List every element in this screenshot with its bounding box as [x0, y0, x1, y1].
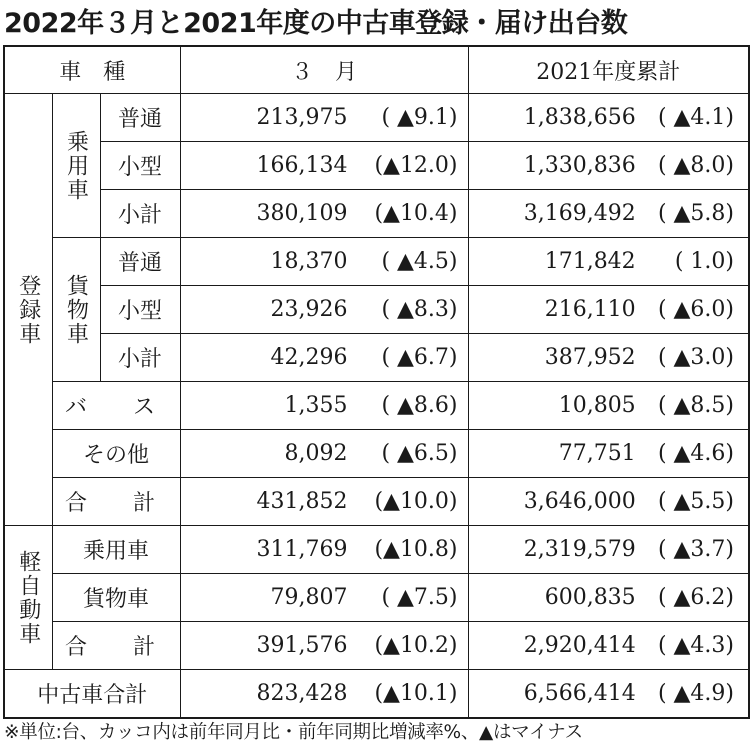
month-change: ( ▲8.6)	[381, 393, 458, 418]
month-change: (▲12.0)	[374, 153, 458, 178]
month-change: ( ▲8.3)	[381, 297, 458, 322]
month-value: 380,109	[256, 201, 348, 226]
month-change: (▲10.8)	[374, 537, 458, 562]
table-row	[4, 622, 749, 670]
table-row	[4, 190, 749, 238]
month-value: 8,092	[284, 441, 348, 466]
fy-value: 600,835	[544, 585, 636, 610]
page-title: 2022年３月と2021年度の中古車登録・届け出台数	[4, 8, 628, 39]
month-change: (▲10.1)	[374, 681, 458, 706]
table-row	[4, 430, 749, 478]
fy-value: 1,330,836	[523, 153, 636, 178]
month-change: (▲10.0)	[374, 489, 458, 514]
row-label: 普通	[100, 94, 180, 142]
month-change: ( ▲4.5)	[381, 249, 458, 274]
header-type: 車 種	[4, 46, 180, 94]
table-row	[4, 526, 749, 574]
month-change: ( ▲6.5)	[381, 441, 458, 466]
month-change: (▲10.2)	[374, 633, 458, 658]
table-row	[4, 478, 749, 526]
month-change: (▲10.4)	[374, 201, 458, 226]
month-value: 213,975	[256, 105, 348, 130]
table-row	[4, 286, 749, 334]
table-row	[4, 238, 749, 286]
month-value: 1,355	[284, 393, 348, 418]
month-value: 18,370	[270, 249, 348, 274]
fy-value: 2,920,414	[523, 633, 636, 658]
month-change: ( ▲7.5)	[381, 585, 458, 610]
header-fy: 2021年度累計	[468, 46, 749, 94]
group-kei: 軽自動車	[4, 526, 52, 670]
fy-change: ( ▲4.1)	[657, 105, 735, 130]
table-row	[4, 94, 749, 142]
fy-change: ( ▲5.8)	[657, 201, 735, 226]
fy-value: 2,319,579	[523, 537, 636, 562]
month-value: 823,428	[256, 681, 348, 706]
row-label: 中古車合計	[4, 670, 180, 719]
fy-value: 216,110	[544, 297, 636, 322]
row-label: 普通	[100, 238, 180, 286]
group-passenger: 乗用車	[52, 94, 100, 238]
fy-value: 3,646,000	[523, 489, 636, 514]
fy-value: 3,169,492	[523, 201, 636, 226]
table-row	[4, 142, 749, 190]
fy-change: ( ▲8.5)	[657, 393, 735, 418]
fy-change: ( ▲6.2)	[657, 585, 735, 610]
fy-change: ( ▲4.6)	[657, 441, 735, 466]
fy-value: 6,566,414	[523, 681, 636, 706]
month-value: 431,852	[256, 489, 348, 514]
fy-change: ( ▲5.5)	[657, 489, 735, 514]
table-row	[4, 334, 749, 382]
group-registered: 登録車	[4, 94, 52, 526]
table-row	[4, 382, 749, 430]
row-label: 小計	[100, 190, 180, 238]
fy-change: ( ▲4.3)	[657, 633, 735, 658]
header-row	[4, 46, 749, 94]
row-label: 乗用車	[52, 526, 180, 574]
fy-change: ( ▲6.0)	[657, 297, 735, 322]
fy-value: 77,751	[558, 441, 636, 466]
header-month: ３ 月	[180, 46, 468, 94]
month-value: 23,926	[270, 297, 348, 322]
row-label: 貨物車	[52, 574, 180, 622]
month-value: 42,296	[270, 345, 348, 370]
fy-value: 171,842	[544, 249, 636, 274]
month-value: 391,576	[256, 633, 348, 658]
month-change: ( ▲6.7)	[381, 345, 458, 370]
fy-change: ( 1.0)	[674, 249, 735, 274]
fy-change: ( ▲8.0)	[657, 153, 735, 178]
fy-value: 387,952	[544, 345, 636, 370]
month-change: ( ▲9.1)	[381, 105, 458, 130]
row-label: 小計	[100, 334, 180, 382]
row-label: 合 計	[52, 622, 180, 670]
row-label: その他	[52, 430, 180, 478]
month-value: 311,769	[256, 537, 348, 562]
footnote: ※単位:台、カッコ内は前年同月比・前年同期比増減率%、▲はマイナス	[4, 722, 583, 743]
used-car-table	[3, 45, 750, 719]
row-label: 小型	[100, 142, 180, 190]
fy-value: 1,838,656	[523, 105, 636, 130]
row-label: 合 計	[52, 478, 180, 526]
month-value: 79,807	[270, 585, 348, 610]
fy-value: 10,805	[558, 393, 636, 418]
grand-total-row	[4, 670, 749, 719]
row-label: 小型	[100, 286, 180, 334]
fy-change: ( ▲3.7)	[657, 537, 735, 562]
fy-change: ( ▲4.9)	[657, 681, 735, 706]
table-row	[4, 574, 749, 622]
row-label: バ ス	[52, 382, 180, 430]
month-value: 166,134	[256, 153, 348, 178]
fy-change: ( ▲3.0)	[657, 345, 735, 370]
group-cargo: 貨物車	[52, 238, 100, 382]
